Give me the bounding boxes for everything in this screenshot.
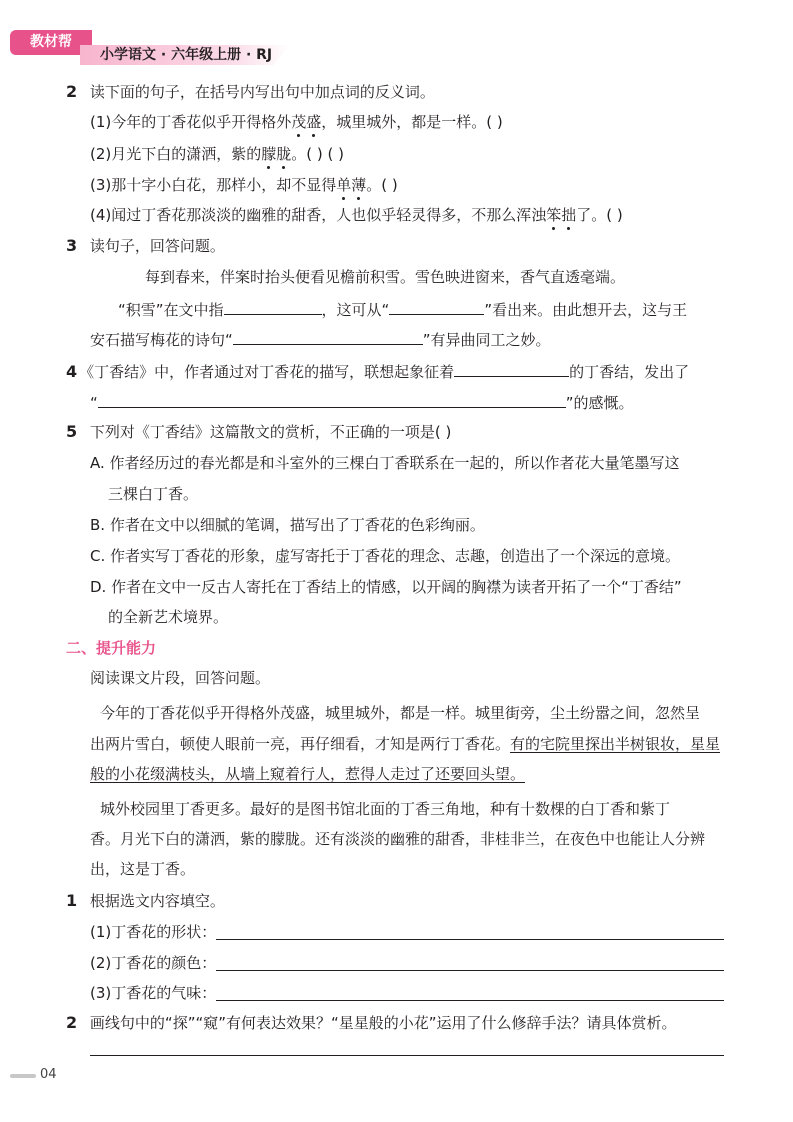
sq1-answer-line-3[interactable] bbox=[216, 1000, 724, 1001]
q5-option-b[interactable]: B. 作者在文中以细腻的笔调，描写出了丁香花的色彩绚丽。 bbox=[90, 516, 485, 534]
reading-intro: 阅读课文片段，回答问题。 bbox=[90, 669, 271, 687]
sq1-item-2: (2)丁香花的颜色： bbox=[90, 954, 217, 972]
sq2-number: 2 bbox=[66, 1013, 78, 1032]
q3-blank-2[interactable] bbox=[389, 298, 484, 315]
q2-sentence-3: (3)那十字小白花，那样小，却不显得单薄。( ) bbox=[90, 176, 398, 194]
sq1-item-1: (1)丁香花的形状： bbox=[90, 923, 217, 941]
underlined-sentence-part-2: 般的小花缀满枝头，从墙上窥着行人，惹得人走过了还要回头望。 bbox=[90, 765, 526, 783]
q5-option-d-line-2[interactable]: 的全新艺术境界。 bbox=[108, 608, 229, 626]
q4-line-1: 4 《丁香结》中，作者通过对丁香花的描写，联想起象征着 的丁香结，发出了 bbox=[66, 362, 690, 381]
q3-stem: 3 读句子，回答问题。 bbox=[66, 236, 225, 255]
underlined-sentence-part-1: 有的宅院里探出半树银妆，星星 bbox=[510, 735, 721, 753]
section-2-title: 二、提升能力 bbox=[66, 639, 157, 657]
sq1-answer-line-2[interactable] bbox=[216, 970, 724, 971]
q2-sentence-1: (1)今年的丁香花似乎开得格外茂盛，城里城外，都是一样。( ) bbox=[90, 113, 503, 131]
q3-number: 3 bbox=[66, 236, 78, 255]
q4-blank-2[interactable] bbox=[98, 391, 566, 408]
q5-option-d-line-1[interactable]: D. 作者在文中一反古人寄托在丁香结上的情感，以开阔的胸襟为读者开拓了一个“丁香结” bbox=[90, 578, 682, 596]
q5-stem: 5 下列对《丁香结》这篇散文的赏析，不正确的一项是( ) bbox=[66, 422, 452, 441]
passage-2-line-3: 出，这是丁香。 bbox=[90, 860, 196, 878]
passage-1-line-3 bbox=[90, 764, 525, 784]
q2-sentence-4: (4)闻过丁香花那淡淡的幽雅的甜香，人也似乎轻灵得多，不那么浑浊笨拙了。( ) bbox=[90, 206, 623, 224]
q3-quote: 每到春来，伴案时抬头便看见檐前积雪。雪色映进窗来，香气直透毫端。 bbox=[145, 268, 626, 286]
q4-number: 4 bbox=[66, 362, 78, 381]
q5-option-a-line-2[interactable]: 三棵白丁香。 bbox=[108, 485, 199, 503]
sq2-answer-line[interactable] bbox=[90, 1055, 724, 1056]
q2-sentence-2: (2)月光下白的潇洒，紫的朦胧。( ) ( ) bbox=[90, 145, 344, 163]
q3-line-1: “积雪”在文中指 ，这可从“ ”看出来。由此想开去，这与王 bbox=[118, 298, 687, 320]
page-number: 04 bbox=[40, 1067, 57, 1082]
header-badge: 教材帮 bbox=[10, 30, 92, 55]
q5-option-a-line-1[interactable]: A. 作者经历过的春光都是和斗室外的三棵白丁香联系在一起的，所以作者花大量笔墨写这 bbox=[90, 454, 680, 472]
q2-number: 2 bbox=[66, 82, 78, 101]
q5-number: 5 bbox=[66, 422, 78, 441]
sq1-number: 1 bbox=[66, 891, 78, 910]
page-bar bbox=[10, 1074, 36, 1078]
passage-2-line-2: 香。月光下白的潇洒，紫的朦胧。还有淡淡的幽雅的甜香，非桂非兰，在夜色中也能让人分辨 bbox=[90, 830, 706, 848]
sq2-stem: 2 画线句中的“探”“窥”有何表达效果？“星星般的小花”运用了什么修辞手法？请具体赏析。 bbox=[66, 1013, 677, 1032]
q4-line-2: “ ”的感慨。 bbox=[90, 391, 634, 413]
q2-stem: 2 读下面的句子，在括号内写出句中加点词的反义词。 bbox=[66, 82, 435, 101]
q3-blank-1[interactable] bbox=[224, 298, 322, 315]
sq1-item-3: (3)丁香花的气味： bbox=[90, 984, 217, 1002]
q3-blank-3[interactable] bbox=[233, 328, 423, 345]
sq1-answer-line-1[interactable] bbox=[216, 939, 724, 940]
passage-1-line-1: 今年的丁香花似乎开得格外茂盛，城里城外，都是一样。城里街旁，尘土纷嚣之间，忽然呈 bbox=[100, 704, 701, 722]
passage-1-line-2: 出两片雪白，顿使人眼前一亮，再仔细看，才知是两行丁香花。有的宅院里探出半树银妆，星星 bbox=[90, 735, 721, 753]
book-title: 小学语文 · 六年级上册 · RJ bbox=[100, 47, 273, 63]
q4-blank-1[interactable] bbox=[454, 360, 569, 377]
sq1-stem: 1 根据选文内容填空。 bbox=[66, 891, 225, 910]
q3-line-2: 安石描写梅花的诗句“ ”有异曲同工之妙。 bbox=[90, 328, 551, 350]
passage-2-line-1: 城外校园里丁香更多。最好的是图书馆北面的丁香三角地，种有十数棵的白丁香和紫丁 bbox=[100, 800, 671, 818]
q5-option-c[interactable]: C. 作者实写丁香花的形象，虚写寄托于丁香花的理念、志趣，创造出了一个深远的意境。 bbox=[90, 547, 681, 565]
